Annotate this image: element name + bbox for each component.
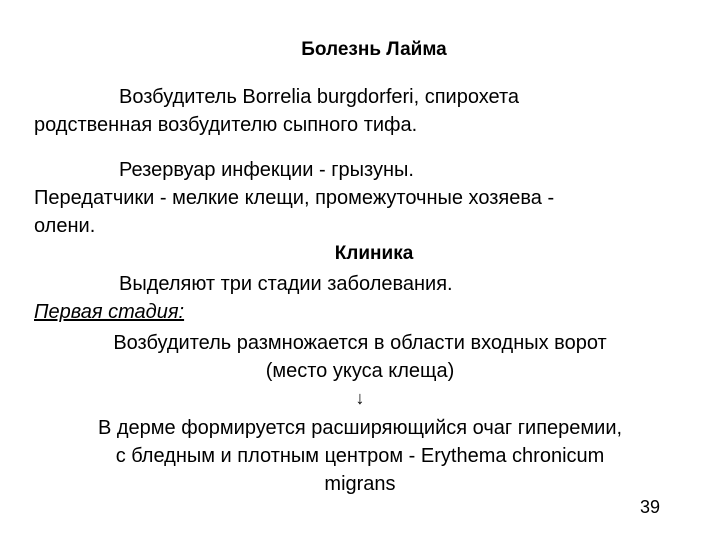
down-arrow-icon: ↓ bbox=[355, 388, 365, 408]
clinic-line-1: Возбудитель размножается в области входных ворот bbox=[113, 332, 607, 354]
clinic-line-3: В дерме формируется расширяющийся очаг гиперемии, bbox=[97, 417, 623, 439]
reservoir-line-1: Резервуар инфекции - грызуны. bbox=[119, 159, 414, 181]
pathogen-line-1: Возбудитель Borrelia burgdorferi, спирохета bbox=[119, 86, 520, 108]
clinic-line-2: (место укуса клеща) bbox=[265, 360, 455, 382]
reservoir-line-3: олени. bbox=[34, 215, 96, 237]
first-stage-label: Первая стадия: bbox=[34, 301, 185, 323]
clinic-line-5: migrans bbox=[324, 473, 396, 495]
pathogen-line-2: родственная возбудителю сыпного тифа. bbox=[34, 114, 418, 136]
page-title: Болезнь Лайма bbox=[301, 39, 447, 60]
clinic-intro: Выделяют три стадии заболевания. bbox=[119, 273, 453, 295]
page-number: 39 bbox=[640, 497, 661, 517]
clinic-heading: Клиника bbox=[334, 243, 414, 264]
clinic-line-4: с бледным и плотным центром - Erythema chronicum bbox=[115, 445, 605, 467]
reservoir-line-2: Передатчики - мелкие клещи, промежуточные хозяева - bbox=[34, 187, 555, 209]
